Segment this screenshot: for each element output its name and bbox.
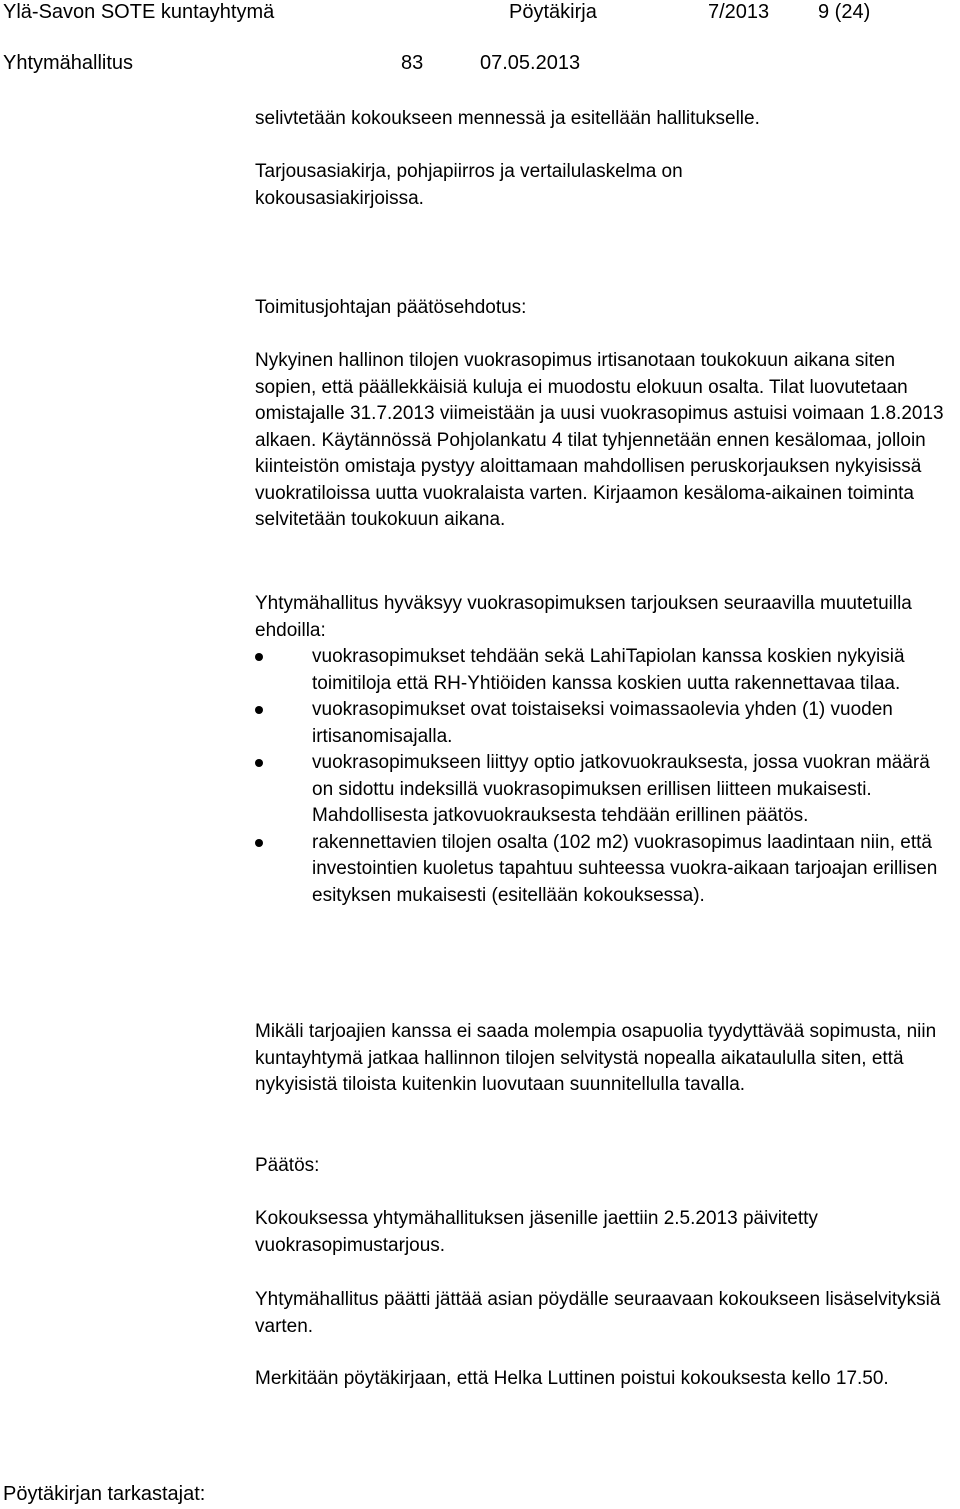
- document-type: Pöytäkirja: [509, 1, 597, 23]
- list-item: vuokrasopimukseen liittyy optio jatkovuokrauksesta, jossa vuokran määrä on sidottu indeksillä vuokrasopimuksen erillisen liitteen mukaisesti. Mahdollisesta jatkovuokrauksesta tehdään erillinen päätös.: [255, 750, 955, 830]
- list-item: vuokrasopimukset ovat toistaiseksi voimassaolevia yhden (1) vuoden irtisanomisajalla.: [255, 697, 955, 750]
- bullet-icon: [255, 653, 263, 661]
- decision-paragraph-3: Merkitään pöytäkirjaan, että Helka Luttinen poistui kokouksesta kello 17.50.: [255, 1368, 889, 1389]
- decision-paragraph-1: Kokouksessa yhtymähallituksen jäsenille jaettiin 2.5.2013 päivitetty vuokrasopimustarjous.: [255, 1208, 818, 1256]
- approval-paragraph: Yhtymähallitus hyväksyy vuokrasopimuksen tarjouksen seuraavilla muutetuilla ehdoilla:: [255, 593, 912, 641]
- document-number: 7/2013: [708, 1, 770, 23]
- conditions-list: [255, 644, 955, 909]
- section-number: 83: [401, 52, 424, 74]
- page-number: 9 (24): [818, 1, 871, 23]
- bullet-icon: [255, 706, 263, 714]
- attachments-paragraph: Tarjousasiakirja, pohjapiirros ja vertailulaskelma on kokousasiakirjoissa.: [255, 161, 683, 209]
- reviewers-label: Pöytäkirjan tarkastajat:: [3, 1483, 206, 1505]
- intro-paragraph: selivtetään kokoukseen mennessä ja esitellään hallitukselle.: [255, 108, 760, 129]
- proposal-heading: Toimitusjohtajan päätösehdotus:: [255, 297, 527, 318]
- decision-paragraph-2: Yhtymähallitus päätti jättää asian pöydälle seuraavaan kokoukseen lisäselvityksiä varten.: [255, 1289, 941, 1337]
- bullet-icon: [255, 839, 263, 847]
- meeting-date: 07.05.2013: [480, 52, 581, 74]
- bullet-icon: [255, 759, 263, 767]
- list-item: vuokrasopimukset tehdään sekä LahiTapiolan kanssa koskien nykyisiä toimitiloja että RH-Yhtiöiden kanssa koskien uutta rakennettavaa tilaa.: [255, 644, 955, 697]
- proposal-paragraph: Nykyinen hallinon tilojen vuokrasopimus irtisanotaan toukokuun aikana siten sopien, että päällekkäisiä kuluja ei muodostu elokuun osalta. Tilat luovutetaan omistajalle 31.7.2013 viimeistään ja uusi vuokrasopimus astuisi voimaan 1.8.2013 alkaen. Käytännössä Pohjolankatu 4 tilat tyhjennetään ennen kesälomaa, jolloin kiinteistön omistaja pystyy aloittamaan mahdollisen peruskorjauksen nykyisissä vuokratiloissa uutta vuokralaista varten. Kirjaamon kesäloma-aikainen toiminta selvitetään toukokuun aikana.: [255, 350, 944, 530]
- organization-name: Ylä-Savon SOTE kuntayhtymä: [3, 1, 275, 23]
- fallback-paragraph: Mikäli tarjoajien kanssa ei saada molempia osapuolia tyydyttävää sopimusta, niin kuntayhtymä jatkaa hallinnon tilojen selvitystä nopealla aikataululla siten, että nykyisistä tiloista kuitenkin luovutaan suunnitellulla tavalla.: [255, 1021, 937, 1095]
- decision-heading: Päätös:: [255, 1155, 320, 1176]
- body-name: Yhtymähallitus: [3, 52, 134, 74]
- list-item: rakennettavien tilojen osalta (102 m2) vuokrasopimus laadintaan niin, että investointien kuoletus tapahtuu suhteessa vuokra-aikaan tarjoajan erillisen esityksen mukaisesti (esitellään kokouksessa).: [255, 830, 955, 910]
